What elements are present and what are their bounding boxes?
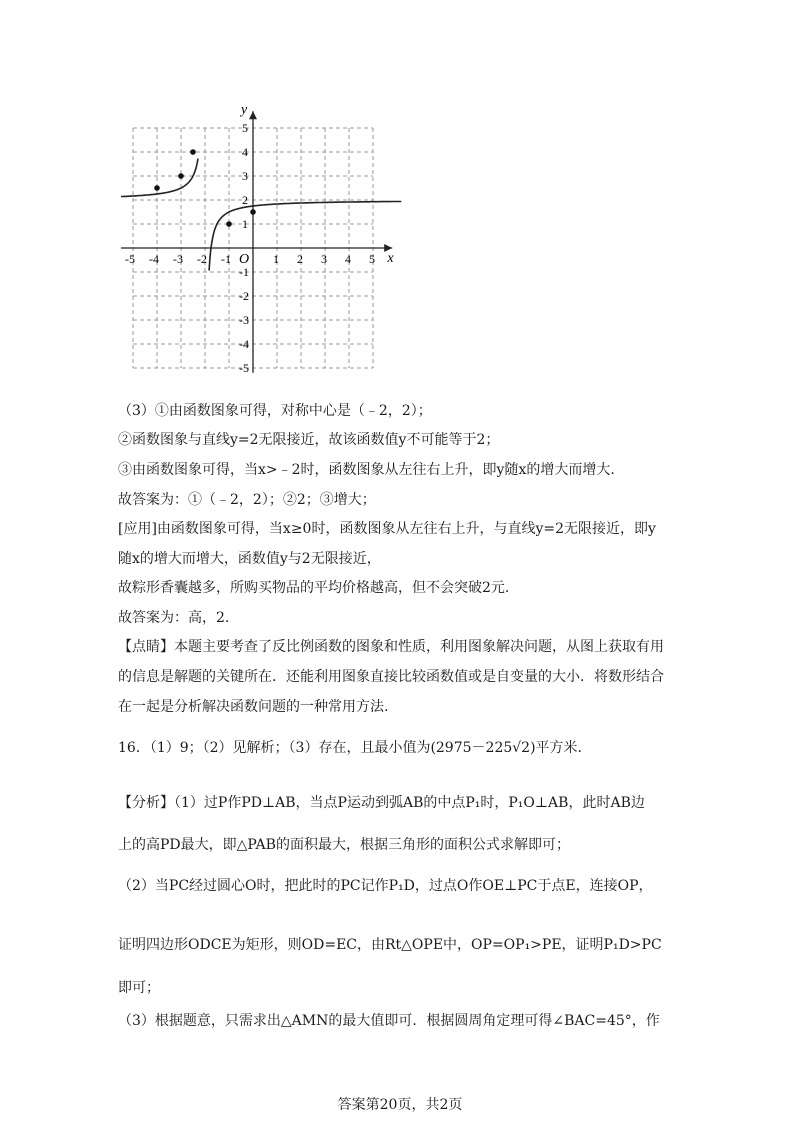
graph-svg bbox=[110, 100, 410, 385]
x-tick-label: 1 bbox=[273, 252, 279, 266]
x-tick-label: 4 bbox=[345, 252, 351, 266]
analysis-line-2: 上的高PD最大，即△PAB的面积最大，根据三角形的面积公式求解即可； bbox=[118, 837, 570, 853]
x-tick-label: 3 bbox=[321, 252, 327, 266]
text-line-10: 的信息是解题的关键所在．还能利用图象直接比较函数值或是自变量的大小．将数形结合 bbox=[118, 669, 664, 685]
graph-point bbox=[190, 149, 196, 155]
y-tick-label: 4 bbox=[242, 145, 248, 159]
y-tick-label: -1 bbox=[239, 265, 249, 279]
y-tick-label: 5 bbox=[242, 121, 248, 135]
x-tick-label: -4 bbox=[149, 252, 159, 266]
graph-point bbox=[226, 221, 232, 227]
x-tick-label: -3 bbox=[173, 252, 183, 266]
y-tick-label: 1 bbox=[242, 217, 248, 231]
analysis-line-6: （3）根据题意，只需求出△AMN的最大值即可．根据圆周角定理可得∠BAC=45°，作 bbox=[118, 1013, 660, 1029]
graph-point bbox=[250, 209, 256, 215]
graph-point bbox=[178, 173, 184, 179]
y-tick-label: -4 bbox=[239, 337, 249, 351]
analysis-line-1: 【分析】（1）过P作PD⊥AB，当点P运动到弧AB的中点P₁时，P₁O⊥AB，此时AB边 bbox=[118, 795, 645, 811]
graph-point bbox=[154, 185, 160, 191]
x-tick-label: 5 bbox=[369, 252, 375, 266]
text-line-4: 故答案为：①（﹣2，2）；②2；③增大； bbox=[118, 492, 376, 508]
text-line-8: 故答案为：高，2. bbox=[118, 610, 230, 626]
text-line-9: 【点睛】本题主要考查了反比例函数的图象和性质，利用图象解决问题，从图上获取有用 bbox=[118, 639, 664, 655]
text-line-3: ③由函数图象可得，当x>﹣2时，函数图象从左往右上升，即y随x的增大而增大. bbox=[118, 462, 615, 478]
origin-label: O bbox=[239, 252, 250, 267]
text-line-11: 在一起是分析解决函数问题的一种常用方法. bbox=[118, 699, 389, 715]
y-tick-label: -2 bbox=[239, 289, 249, 303]
y-tick-label: -3 bbox=[239, 313, 249, 327]
answer-16: 16．（1）9；（2）见解析；（3）存在，且最小值为(2975－225√2)平方米. bbox=[118, 740, 582, 756]
y-tick-label: 2 bbox=[242, 193, 248, 207]
analysis-line-5: 即可； bbox=[118, 980, 160, 996]
text-line-7: 故粽形香囊越多，所购买物品的平均价格越高，但不会突破2元. bbox=[118, 580, 510, 596]
y-axis-label: y bbox=[241, 102, 248, 118]
x-tick-label: -2 bbox=[197, 252, 207, 266]
text-line-6: 随x的增大而增大，函数值y与2无限接近， bbox=[118, 551, 381, 567]
text-line-2: ②函数图象与直线y=2无限接近，故该函数值y不可能等于2； bbox=[118, 432, 500, 448]
analysis-line-3: （2）当PC经过圆心O时，把此时的PC记作P₁D，过点O作OE⊥PC于点E，连接OP， bbox=[118, 878, 653, 894]
text-line-5: [应用]由函数图象可得，当x≥0时，函数图象从左往右上升，与直线y=2无限接近，即y bbox=[118, 521, 656, 537]
y-tick-label: 3 bbox=[242, 169, 248, 183]
x-tick-label: -1 bbox=[221, 252, 231, 266]
analysis-line-4: 证明四边形ODCE为矩形，则OD=EC，由Rt△OPE中，OP=OP₁>PE，证明P₁D>PC bbox=[118, 937, 662, 953]
page-footer: 答案第20页，共2页 bbox=[337, 1097, 463, 1113]
text-line-1: （3）①由函数图象可得，对称中心是（﹣2，2）； bbox=[118, 403, 432, 419]
x-axis-label: x bbox=[387, 251, 394, 266]
x-tick-label: 2 bbox=[297, 252, 303, 266]
x-tick-label: -5 bbox=[125, 252, 135, 266]
y-tick-label: -5 bbox=[239, 361, 249, 375]
function-graph bbox=[110, 100, 410, 385]
axes bbox=[121, 111, 392, 373]
y-axis-arrow bbox=[249, 111, 257, 119]
